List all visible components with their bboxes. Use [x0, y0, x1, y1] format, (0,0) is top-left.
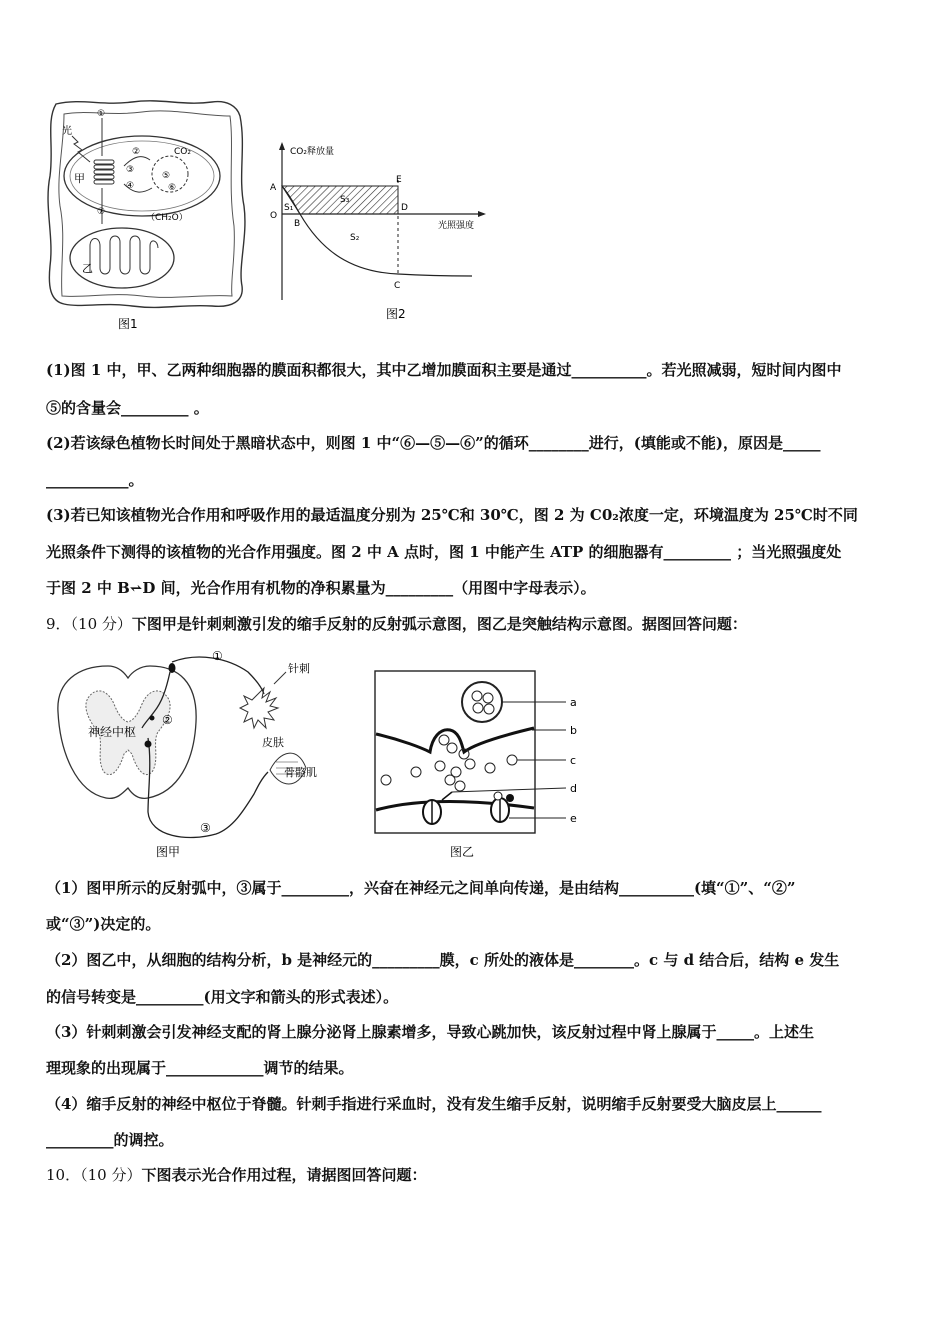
q8-part3-line2: 光照条件下测得的该植物的光合作用强度。图 2 中 A 点时，图 1 中能产生 ATP 的细胞器有_________ ；当光照强度处: [46, 543, 842, 561]
figjia-needle-label: 针刺: [288, 662, 310, 675]
fig1-co2-label: CO₂: [174, 147, 191, 157]
fig1-light-label: 光: [62, 126, 72, 137]
figjia-muscle-label: 骨骼肌: [284, 766, 317, 779]
figjia-skin-label: 皮肤: [262, 736, 284, 749]
q9-part3-line2: 理现象的出现属于_____________调节的结果。: [46, 1059, 354, 1077]
fig1-ch2o-label: （CH₂O）: [146, 213, 188, 223]
fig2-point-e: E: [396, 175, 402, 185]
fig2-area-s2: S₂: [350, 233, 360, 243]
figjia-center-label: 神经中枢: [88, 725, 137, 739]
figjia-caption: 图甲: [156, 845, 181, 859]
q8-part3-line3: 于图 2 中 B⥋D 间，光合作用有机物的净积累量为_________（用图中字母表示）。: [46, 579, 596, 597]
figure-jia-reflex-arc: [48, 642, 338, 864]
fig1-jia-label: 甲: [74, 172, 85, 185]
fig2-point-b: B: [294, 219, 301, 229]
figure-1-plant-cell: [42, 96, 262, 336]
fig1-marker-5: ⑤: [162, 171, 171, 181]
q9-part1-line2: 或“③”)决定的。: [46, 915, 161, 933]
q9-part1-line1: （1）图甲所示的反射弧中，③属于_________，兴奋在神经元之间单向传递，是由结构__________(填“①”、“②”: [46, 879, 796, 897]
figjia-marker-2: ②: [162, 713, 173, 727]
q10-title: [46, 1165, 908, 1185]
figyi-label-e: e: [570, 812, 577, 825]
q10-number: 10．（10 分）: [46, 1166, 142, 1184]
fig1-marker-6: ⑥: [168, 183, 177, 193]
q8-part3-line1: (3)若已知该植物光合作用和呼吸作用的最适温度分别为 25℃和 30℃，图 2 为 C0₂浓度一定，环境温度为 25℃时不同: [46, 506, 858, 524]
figyi-caption: 图乙: [450, 845, 475, 859]
fig1-marker-7: ⑦: [97, 207, 106, 217]
fig1-marker-2: ②: [132, 147, 141, 157]
figyi-label-b: b: [570, 724, 577, 737]
q9-part4-line2: _________的调控。: [46, 1131, 174, 1149]
fig2-point-d: D: [401, 203, 408, 213]
fig2-x-axis-label: 光照强度: [438, 221, 475, 231]
fig2-point-c: C: [394, 281, 401, 291]
q8-part1-line2: ⑤的含量会_________ 。: [46, 399, 209, 417]
fig1-marker-3: ③: [126, 165, 135, 175]
q9-part4-line1: （4）缩手反射的神经中枢位于脊髓。针刺手指进行采血时，没有发生缩手反射，说明缩手反射要受大脑皮层上______: [46, 1095, 822, 1113]
figure-yi-synapse: [372, 668, 592, 864]
fig1-yi-label: 乙: [82, 262, 93, 275]
fig2-y-axis-label: CO₂释放量: [290, 147, 334, 157]
fig1-marker-1: ①: [97, 109, 106, 119]
q9-part2-line2: 的信号转变是_________(用文字和箭头的形式表述）。: [46, 988, 399, 1006]
fig2-area-s3: S₃: [340, 195, 350, 205]
q8-part2-line1: (2)若该绿色植物长时间处于黑暗状态中，则图 1 中“⑥—⑤—⑥”的循环________进行，(填能或不能)，原因是_____: [46, 434, 821, 452]
fig2-caption: 图2: [386, 307, 406, 321]
q9-title-text: 下图甲是针刺刺激引发的缩手反射的反射弧示意图，图乙是突触结构示意图。据图回答问题：: [131, 615, 747, 633]
figjia-marker-3: ③: [200, 821, 211, 835]
q8-part2-line2: ___________。: [46, 471, 144, 489]
figyi-label-a: a: [570, 696, 577, 709]
q10-title-text: 下图表示光合作用过程，请据图回答问题：: [141, 1166, 427, 1184]
fig1-caption: 图1: [118, 317, 138, 331]
fig2-point-o: O: [270, 211, 278, 221]
fig2-area-s1: S₁: [284, 203, 294, 213]
q9-title: [46, 614, 908, 634]
q9-part2-line1: （2）图乙中，从细胞的结构分析，b 是神经元的_________膜，c 所处的液体是________。c 与 d 结合后，结构 e 发生: [46, 951, 840, 969]
q9-part3-line1: （3）针刺刺激会引发神经支配的肾上腺分泌肾上腺素增多，导致心跳加快，该反射过程中肾上腺属于_____。上述生: [46, 1023, 814, 1041]
figyi-label-d: d: [570, 782, 577, 795]
figyi-label-c: c: [570, 754, 577, 767]
fig1-marker-4: ④: [126, 181, 135, 191]
q8-part1-line1: (1)图 1 中，甲、乙两种细胞器的膜面积都很大，其中乙增加膜面积主要是通过__________。若光照减弱，短时间内图中: [46, 361, 842, 379]
fig2-point-a: A: [270, 183, 277, 193]
figure-2-graph: [262, 140, 492, 326]
q9-number: 9．（10 分）: [46, 615, 132, 633]
figjia-marker-1: ①: [212, 649, 223, 663]
